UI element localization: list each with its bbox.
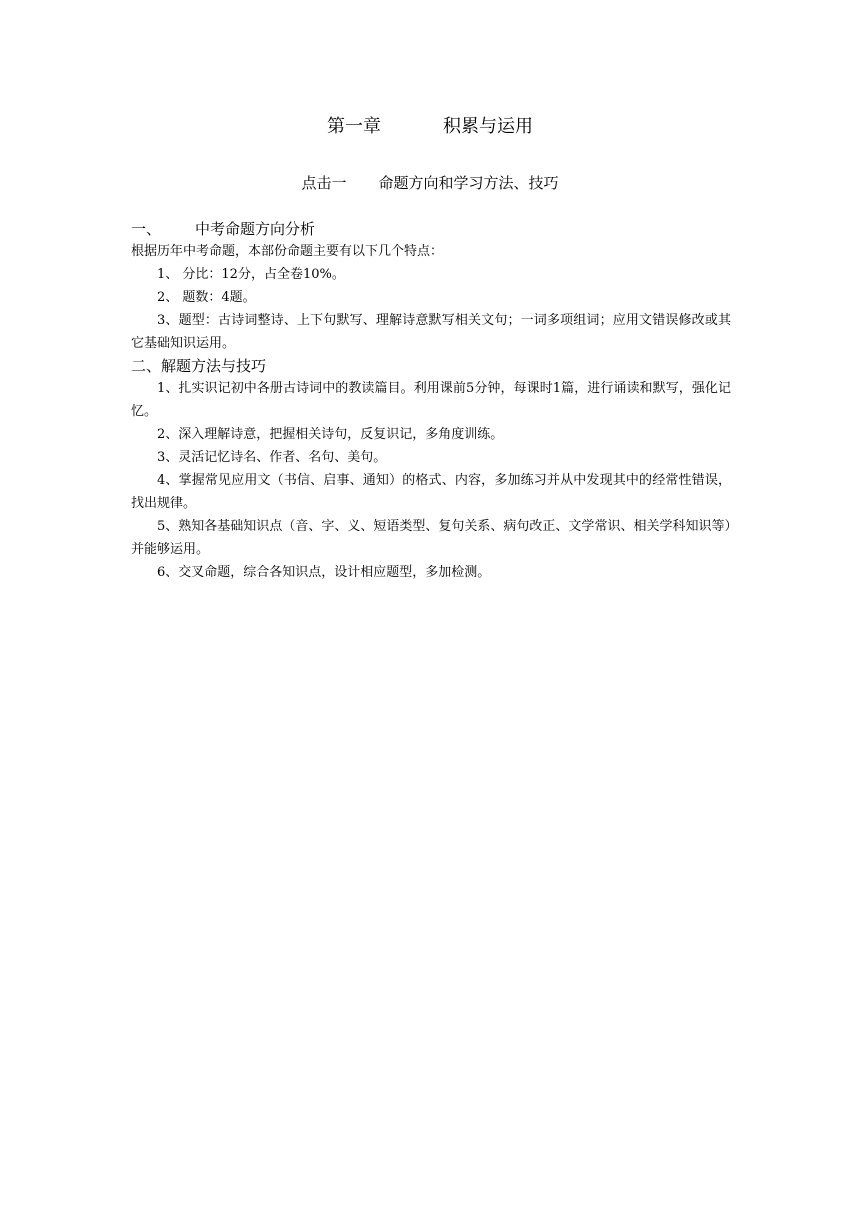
part2-item: 6、交叉命题，综合各知识点，设计相应题型，多加检测。 [157, 565, 491, 580]
part2-item: 4、掌握常见应用文（书信、启事、通知）的格式、内容，多加练习并从中发现其中的经常性错误，找出规律。 [131, 473, 731, 511]
part2-item: 2、深入理解诗意，把握相关诗句，反复识记，多角度训练。 [157, 427, 504, 442]
chapter-name: 积累与运用 [443, 116, 533, 137]
section-name: 命题方向和学习方法、技巧 [378, 174, 559, 192]
part2-item: 5、熟知各基础知识点（音、字、义、短语类型、复句关系、病句改正、文学常识、相关学科知识等）并能够运用。 [131, 519, 731, 557]
section-title [0, 173, 860, 193]
part1-heading [131, 218, 731, 240]
chapter-number: 第一章 [327, 116, 381, 137]
part2-heading: 二、解题方法与技巧 [131, 357, 267, 375]
chapter-title [0, 116, 860, 138]
part1-item: 1、 分比：12分，占全卷10%。 [157, 267, 345, 282]
part1-number: 一、 [131, 220, 162, 238]
part1-title: 中考命题方向分析 [195, 220, 316, 238]
document-body [131, 218, 731, 584]
part1-item: 2、 题数：4题。 [157, 290, 256, 305]
section-number: 点击一 [301, 174, 347, 192]
part1-intro: 根据历年中考命题，本部份命题主要有以下几个特点： [131, 244, 444, 259]
part2-item: 1、扎实识记初中各册古诗词中的教读篇目。利用课前5分钟，每课时1篇，进行诵读和默写，强化记忆。 [131, 381, 731, 419]
part2-item: 3、灵活记忆诗名、作者、名句、美句。 [157, 450, 387, 465]
part1-item: 3、题型：古诗词整诗、上下句默写、理解诗意默写相关文句；一词多项组词；应用文错误修改或其它基础知识运用。 [131, 313, 731, 351]
